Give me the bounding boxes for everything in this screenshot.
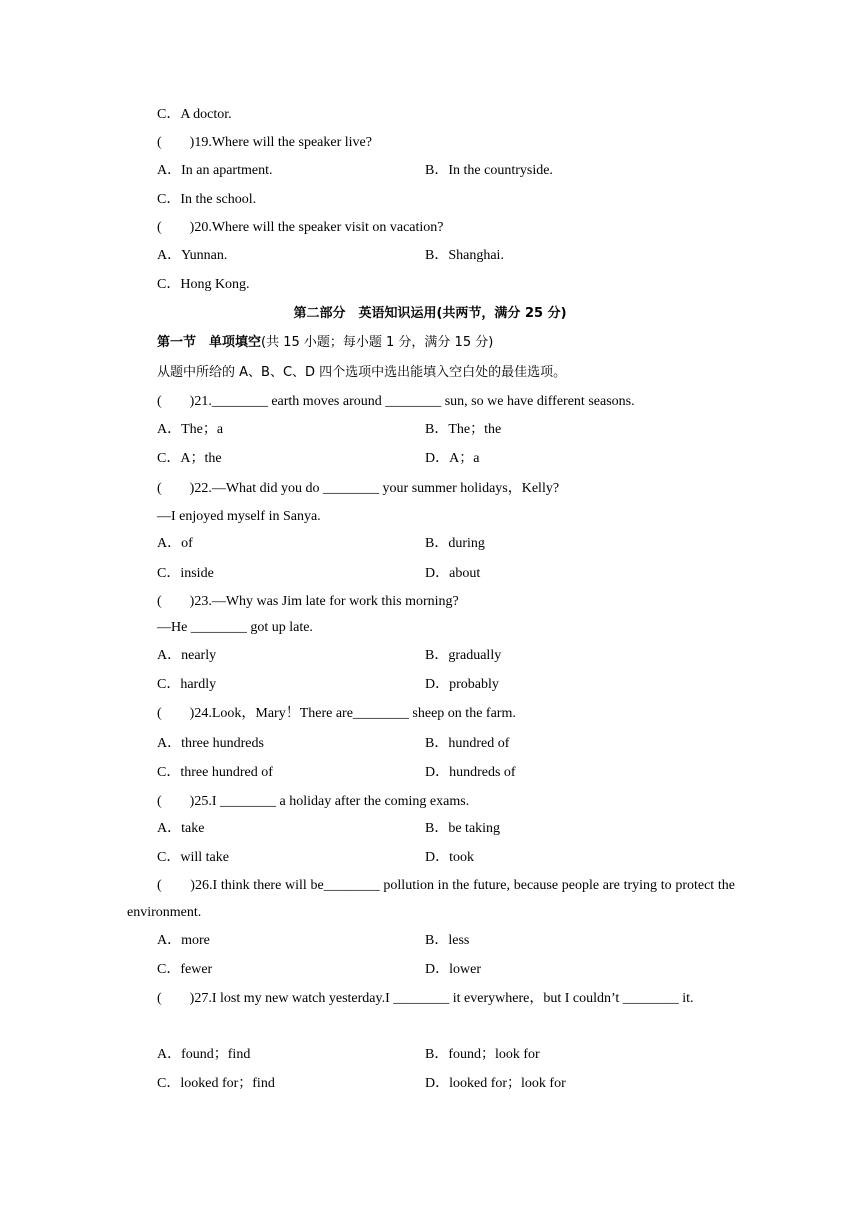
- q20-stem: ( )20.Where will the speaker visit on vacation?: [157, 220, 444, 235]
- q25-stem: ( )25.I ________ a holiday after the coming exams.: [157, 794, 470, 809]
- q22-option-b: B．during: [425, 536, 485, 551]
- q19-option-c: C．In the school.: [157, 192, 257, 207]
- q24-option-c: C．three hundred of: [157, 765, 273, 780]
- q23-option-b: B．gradually: [425, 648, 502, 663]
- q27-stem: ( )27.I lost my new watch yesterday.I ________ it everywhere，but I couldn’t ________ it.: [157, 991, 694, 1006]
- q26-stem: ( )26.I think there will be________ pollution in the future, because people are trying to protect the environment.: [127, 878, 735, 920]
- q20-option-c: C．Hong Kong.: [157, 277, 250, 292]
- q25-option-a: A．take: [157, 821, 205, 836]
- q21-option-c: C．A；the: [157, 451, 222, 466]
- q19-stem: ( )19.Where will the speaker live?: [157, 135, 372, 150]
- section1-heading: [157, 335, 493, 351]
- q22-reply: —I enjoyed myself in Sanya.: [157, 509, 321, 524]
- q22-stem: ( )22.—What did you do ________ your summer holidays，Kelly?: [157, 481, 560, 496]
- q26-option-a: A．more: [157, 933, 210, 948]
- q23-stem: ( )23.—Why was Jim late for work this morning?: [157, 594, 459, 609]
- q22-option-a: A．of: [157, 536, 193, 551]
- q25-option-c: C．will take: [157, 850, 229, 865]
- q23-option-a: A．nearly: [157, 648, 217, 663]
- q26-option-b: B．less: [425, 933, 470, 948]
- q23-option-c: C．hardly: [157, 677, 217, 692]
- q19-option-a: A．In an apartment.: [157, 163, 273, 178]
- q21-option-b: B．The；the: [425, 422, 502, 437]
- q20-option-a: A．Yunnan.: [157, 248, 228, 263]
- q26-option-c: C．fewer: [157, 962, 213, 977]
- q24-option-d: D．hundreds of: [425, 765, 516, 780]
- q18-option-c: C．A doctor.: [157, 107, 232, 122]
- section1-note: (共 15 小题；每小题 1 分，满分 15 分): [261, 335, 494, 350]
- q19-option-b: B．In the countryside.: [425, 163, 553, 178]
- section1-title: 第一节 单项填空: [157, 335, 262, 350]
- part2-title: 第二部分 英语知识运用(共两节，满分 25 分): [293, 306, 567, 321]
- q20-option-b: B．Shanghai.: [425, 248, 504, 263]
- q21-stem: ( )21.________ earth moves around ________ sun, so we have different seasons.: [157, 394, 635, 409]
- q23-option-d: D．probably: [425, 677, 499, 692]
- q27-option-c: C．looked for；find: [157, 1076, 275, 1091]
- q22-option-d: D．about: [425, 566, 481, 581]
- section1-instruction: 从题中所给的 A、B、C、D 四个选项中选出能填入空白处的最佳选项。: [157, 365, 567, 380]
- q24-option-b: B．hundred of: [425, 736, 510, 751]
- q27-option-b: B．found；look for: [425, 1047, 540, 1062]
- q21-option-a: A．The；a: [157, 422, 224, 437]
- q23-reply: —He ________ got up late.: [157, 620, 313, 635]
- q24-stem: ( )24.Look，Mary！There are________ sheep on the farm.: [157, 706, 516, 721]
- q21-option-d: D．A；a: [425, 451, 480, 466]
- q24-option-a: A．three hundreds: [157, 736, 264, 751]
- q25-option-b: B．be taking: [425, 821, 501, 836]
- q27-option-a: A．found；find: [157, 1047, 251, 1062]
- q22-option-c: C．inside: [157, 566, 214, 581]
- q25-option-d: D．took: [425, 850, 474, 865]
- q26-option-d: D．lower: [425, 962, 481, 977]
- q27-option-d: D．looked for；look for: [425, 1076, 566, 1091]
